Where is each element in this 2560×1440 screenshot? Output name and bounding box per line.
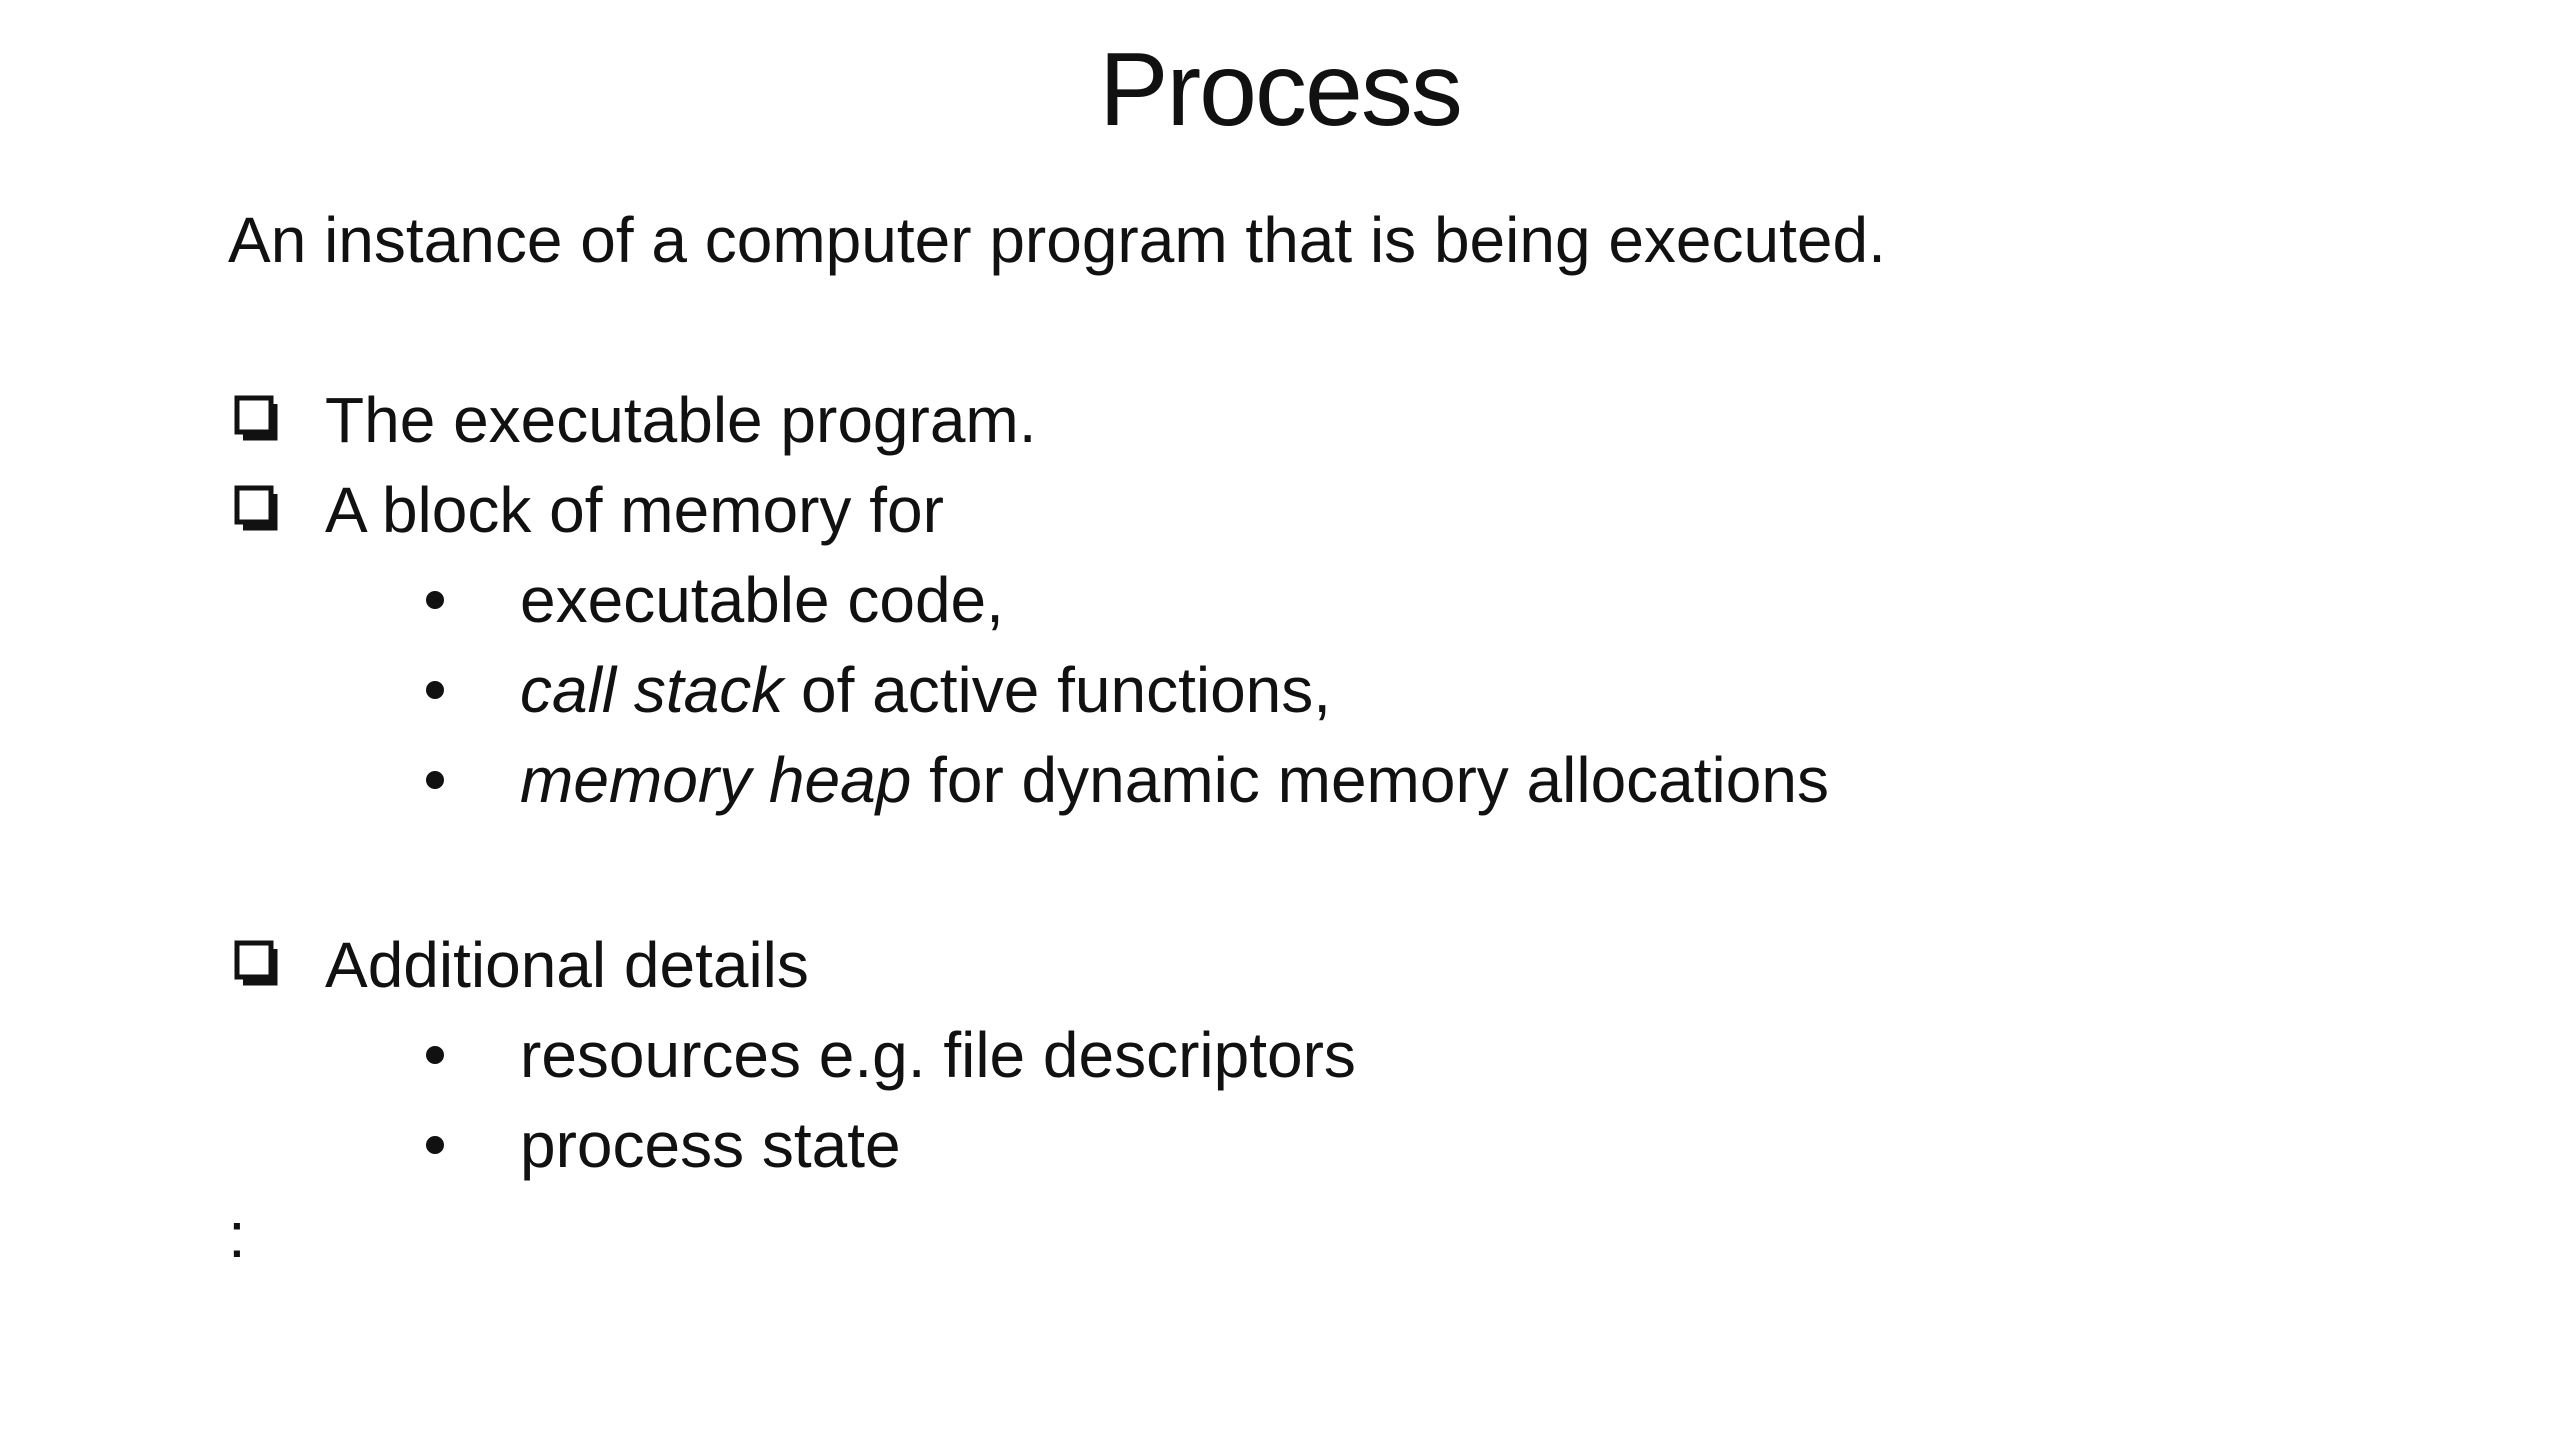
bullet-dot-icon	[420, 1015, 450, 1095]
slide-title: Process	[1099, 32, 1461, 148]
sub-item-memory-heap	[520, 740, 1829, 820]
sub-item-italic: memory heap	[520, 744, 912, 816]
checkbox-bullet-icon	[228, 470, 278, 550]
trailing-colon: :	[228, 1199, 246, 1271]
bullet-dot-icon	[420, 740, 450, 820]
sub-item-text: for dynamic memory allocations	[911, 744, 1829, 816]
list-item-additional-details: Additional details	[325, 929, 809, 1001]
bullet-dot-icon	[420, 1105, 450, 1185]
sub-item-process-state: process state	[520, 1109, 901, 1181]
sub-item-call-stack	[520, 650, 1331, 730]
list-item-memory-block: A block of memory for	[325, 474, 944, 546]
sub-item-resources: resources e.g. file descriptors	[520, 1019, 1356, 1091]
checkbox-bullet-icon	[228, 925, 278, 1005]
bullet-dot-icon	[420, 650, 450, 730]
sub-item-text: of active functions,	[783, 654, 1332, 726]
bullet-dot-icon	[420, 560, 450, 640]
definition-text: An instance of a computer program that is being executed.	[228, 204, 1886, 276]
list-item-executable-program: The executable program.	[325, 384, 1037, 456]
sub-item-italic: call stack	[520, 654, 784, 726]
sub-item-text: executable code,	[520, 564, 1004, 636]
checkbox-bullet-icon	[228, 380, 278, 460]
sub-item-executable-code	[520, 560, 1004, 640]
